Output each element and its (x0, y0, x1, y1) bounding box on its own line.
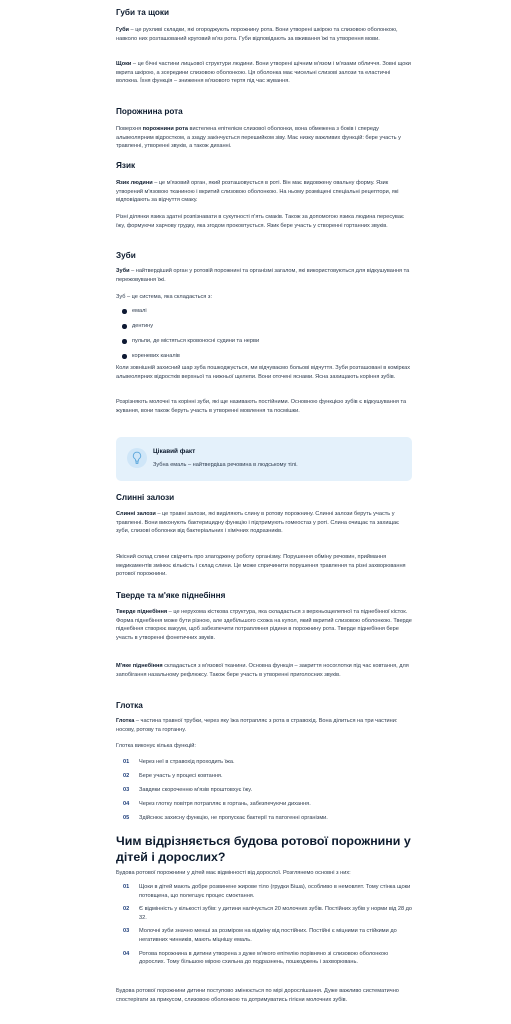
item-number: 04 (123, 950, 130, 957)
term: Глотка (116, 718, 135, 724)
section-heading: Тверде та м'яке піднебіння (116, 591, 226, 600)
numbered-item (116, 927, 412, 944)
section-heading: Слинні залози (116, 493, 175, 502)
paragraph-text: Розрізняють молочні та корінні зуби, які ще називають постійними. Основною функцією зубів є відкушування та жування, вони також беруть участь в утворенні мовлення та посмішки. (116, 399, 407, 414)
paragraph-text: – це травні залози, які виділяють слину в ротову порожнину. Слинні залози беруть участь у травленні. Вони виконують бактерицидну функцію і підтримують гомеостаз у роті. Слина очищає та захищає зуби, слизові оболонки від бактеріальних і хімічних подразників. (116, 511, 400, 535)
paragraph (116, 869, 412, 878)
section-heading: Язик (116, 161, 136, 170)
section-tongue (116, 160, 412, 172)
fact-title: Цікавий факт (153, 448, 196, 455)
numbered-item (116, 772, 412, 781)
item-number: 01 (123, 759, 130, 765)
list-item: кореневих каналів (116, 349, 412, 364)
paragraph (116, 608, 412, 642)
paragraph (116, 179, 412, 205)
paragraph-text: – найтвердіший орган у ротовій порожнині та організмі загалом, які використовуються для відкушування та пережовування їжі. (116, 268, 410, 283)
term: Губи (116, 27, 129, 33)
item-text: Молочні зуби значно менші за розміром на відміну від постійних. Постійні є міцними та стійкими до негативних чинників, мають міцнішу емаль. (139, 928, 397, 943)
paragraph-text: Якісний склад слини свідчить про злагоджену роботу організму. Порушення обміну речовин, приймання медикаментів змінює кількість і склад слини. Це може спричинити порушення травлення та різні захворювання ротової порожнини. (116, 554, 406, 578)
section-heading: Глотка (116, 701, 143, 710)
paragraph (116, 293, 412, 302)
section-differences (116, 833, 412, 865)
fact-callout (116, 437, 412, 481)
paragraph (116, 662, 412, 679)
term: Тверде піднебіння (116, 609, 168, 615)
paragraph-text: – це бічні частини лицьової структури людини. Вони утворені щічним м'язом і м'язами обличчя. Зовні щоки вкрита шкірою, а зсередини слизовою оболонкою. Ця оболонка має чисельні слизові залози та еластичні волокна. Їхня функція – зниження м'язового тертя під час жування. (116, 61, 411, 85)
paragraph (116, 267, 412, 284)
item-text: Здійснює захисну функцію, не пропускає бактерії та патогенні організми. (139, 815, 328, 822)
item-text: Є відмінність у кількості зубів: у дитини налічується 20 молочних зубів. Постійних зубів у норми від 28 до 32. (139, 906, 413, 921)
tooth-parts-list (116, 304, 412, 364)
section-heading: Губи та щоки (116, 8, 170, 17)
section-pharynx (116, 700, 412, 712)
item-text: Через глотку повітря потрапляє в гортань, забезпечуючи дихання. (139, 801, 311, 808)
paragraph (116, 364, 412, 381)
section-heading: Порожнина рота (116, 107, 183, 116)
section-heading: Чим відрізняється будова ротової порожнини у дітей і дорослих? (116, 834, 411, 864)
item-number: 05 (123, 815, 130, 822)
item-text: Щоки в дітей мають добре розвинене жирове тіло (грудки Біша), особливо в немовлят. Тому стінка щоки потовщена, що полегшує процес смоктання. (139, 884, 411, 899)
list-item: дентину (116, 319, 412, 334)
numbered-item (116, 800, 412, 809)
numbered-item (116, 786, 412, 795)
item-text: Бере участь у процесі ковтання. (139, 773, 223, 780)
fact-text: Зубна емаль – найтвердіша речовина в людському тілі. (153, 462, 298, 468)
paragraph-text: складається з м'язової тканини. Основна функція – закриття носоглотки під час ковтання, для запобігання назальному рефлюксу. Також бере участь в утворенні приголосних звуків. (116, 663, 409, 678)
list-item: емалі (116, 304, 412, 319)
numbered-item (116, 814, 412, 823)
section-palate (116, 590, 412, 602)
paragraph (116, 26, 412, 43)
numbered-item (116, 883, 412, 900)
paragraph-text: Будова ротової порожнини дитини поступово змінюється по мірі дорослішання. Дуже важливо систематично спостерігати за прикусом, слизовою оболонкою та дотримуватись гігієни молочних зубів. (116, 988, 399, 1003)
item-number: 04 (123, 801, 130, 808)
paragraph (116, 553, 412, 579)
item-text: Завдяки скороченню м'язів проштовхує їжу. (139, 787, 253, 794)
numbered-item (116, 950, 412, 967)
section-saliva (116, 492, 412, 504)
paragraph-text: Будова ротової порожнини у дітей має відмінності від дорослої. Розглянемо основні з них: (116, 870, 351, 876)
item-number: 03 (123, 928, 130, 935)
term: Щоки (116, 61, 132, 67)
item-number: 02 (123, 773, 130, 780)
paragraph-text: Поверхня (116, 126, 143, 132)
differences-list (116, 883, 412, 967)
paragraph-text: – частина травної трубки, через яку їжа потрапляє з рота в стравохід. Вона ділиться на три частини: носову, ротову та гортанну. (116, 718, 398, 733)
paragraph-text: – це нерухома кісткова структура, яка складається з верхньощелепної та піднебінної кісток. Форма піднебіння може бути різною, але здебільшого схожа на купол, який вкритий слизовою оболонкою. Тверде піднебіння створює вакуум, щоб забезпечити потрапляння рідини в порожнину рота. Тверде піднебіння бере участь в утворенні фонетичних звуків. (116, 609, 412, 641)
numbered-item (116, 758, 412, 767)
paragraph-text: Різні ділянки язика здатні розпізнавати в сукупності п'ять смаків. Також за допомогою язика людина пересуває їжу, формуючи харчову грудку, яка згодом проковтується. Язик бере участь у створенні гортанних звуків. (116, 214, 404, 229)
paragraph-text: Зуб – це система, яка складається з: (116, 294, 213, 300)
paragraph-text: Коли зовнішній захисний шар зуба пошкоджується, ми відчуваємо больові відчуття. Зуби розташовані в комірках альвеолярних відростків верхньої та нижньої щелепи. Вони оточені яснами. Ясна захищають коріння зубів. (116, 365, 411, 380)
paragraph (116, 213, 412, 230)
paragraph (116, 125, 412, 151)
term: М'яке піднебіння (116, 663, 163, 669)
paragraph (116, 60, 412, 86)
paragraph-text: вистелена епітелієм слизової оболонки, вона обмежена з боків і спереду альвеолярним відростком, а ззаду закінчується перешийком зіву. Має низку важливих функцій: бере участь у травленні, утворенні звуків, а також диханні. (116, 126, 401, 150)
paragraph (116, 510, 412, 536)
section-cavity (116, 106, 412, 118)
section-lips (116, 7, 412, 19)
paragraph-text: Глотка виконує кілька функцій: (116, 743, 196, 749)
paragraph (116, 742, 412, 751)
paragraph (116, 398, 412, 415)
lightbulb-icon (127, 448, 147, 468)
term: Язик людини (116, 180, 153, 186)
list-item: пульпи, де містяться кровоносні судини та нерви (116, 334, 412, 349)
item-number: 03 (123, 787, 130, 794)
pharynx-functions-list (116, 758, 412, 823)
term: порожнини рота (142, 126, 188, 132)
paragraph-text: – це рухливі складки, які огороджують порожнину рота. Вони утворені шкірою та слизовою оболонкою, навколо них розташований круговий м'яз рота. Губи відповідають за вживання їжі та утворення мови. (116, 27, 398, 42)
item-text: Ротова порожнина в дитини утворена з дуже м'якого епітелію порівняно зі слизовою оболонкою дорослих. Тому більшою мірою схильна до подразнень, пошкоджень і захворювань. (139, 950, 389, 966)
item-text: Через неї в стравохід проходить їжа. (139, 759, 235, 765)
paragraph (116, 717, 412, 734)
numbered-item (116, 905, 412, 922)
section-teeth (116, 250, 412, 262)
paragraph (116, 987, 412, 1004)
paragraph-text: – це м'язовий орган, який розташовується в роті. Він має видовжену овальну форму. Язик утворений м'язовою тканиною і вкритий слизовою оболонкою. На ньому розміщені спеціальні рецептори, які відповідають за відчуття смаку. (116, 180, 399, 204)
item-number: 02 (123, 906, 130, 913)
item-number: 01 (123, 884, 130, 890)
term: Слинні залози (116, 511, 156, 517)
section-heading: Зуби (116, 251, 136, 260)
term: Зуби (116, 268, 130, 274)
